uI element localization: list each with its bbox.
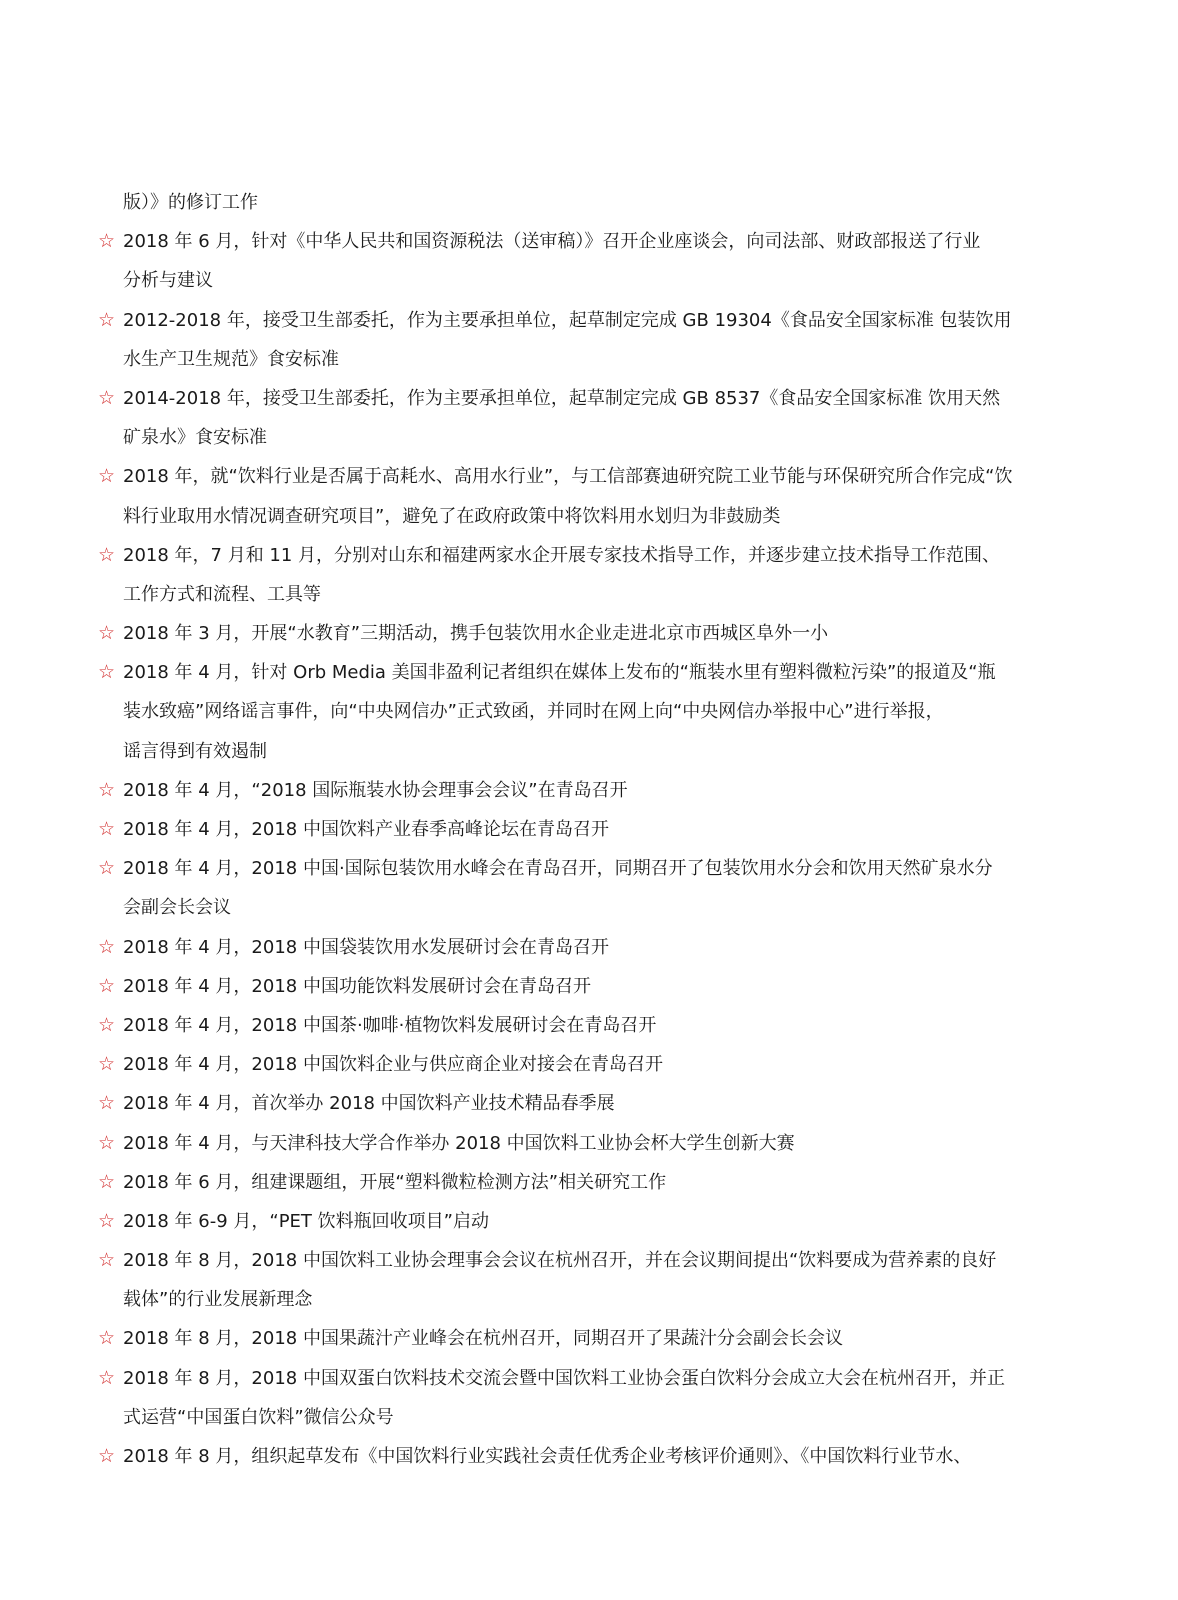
list-item — [98, 771, 1078, 810]
list-item — [98, 1319, 1078, 1358]
star-bullet-icon: ☆ — [98, 1249, 116, 1272]
list-item-continuation: 水生产卫生规范》食安标准 — [123, 348, 339, 370]
list-item-text: 2018 年 4 月，2018 中国茶·咖啡·植物饮料发展研讨会在青岛召开 — [123, 1014, 657, 1036]
list-item — [98, 1202, 1078, 1241]
list-item — [98, 222, 1078, 261]
list-item-continuation: 式运营“中国蛋白饮料”微信公众号 — [123, 1406, 394, 1428]
star-bullet-icon: ☆ — [98, 465, 116, 488]
list-item — [98, 1124, 1078, 1163]
list-item — [98, 1006, 1078, 1045]
continuation-line: 版）》的修订工作 — [123, 192, 258, 213]
star-bullet-icon: ☆ — [98, 230, 116, 253]
list-item — [98, 1437, 1078, 1476]
list-item-continuation: 会副会长会议 — [123, 897, 231, 919]
list-item-continuation: 谣言得到有效遏制 — [123, 740, 267, 762]
star-bullet-icon: ☆ — [98, 1053, 116, 1076]
list-item — [98, 653, 1078, 692]
list-item-continuation: 工作方式和流程、工具等 — [123, 583, 321, 605]
list-item-text: 2018 年 4 月，“2018 国际瓶装水协会理事会会议”在青岛召开 — [123, 779, 628, 801]
star-bullet-icon: ☆ — [98, 935, 116, 958]
list-item-continuation: 矿泉水》食安标准 — [123, 427, 267, 449]
list-item-text: 2018 年 4 月，2018 中国·国际包装饮用水峰会在青岛召开，同期召开了包装饮用水分会和饮用天然矿泉水分 — [123, 858, 993, 880]
star-bullet-icon: ☆ — [98, 1092, 116, 1115]
list-item — [98, 967, 1078, 1006]
star-bullet-icon: ☆ — [98, 622, 116, 645]
list-item — [98, 536, 1078, 575]
list-item-text: 2018 年 8 月，2018 中国果蔬汁产业峰会在杭州召开，同期召开了果蔬汁分会副会长会议 — [123, 1328, 843, 1350]
star-bullet-icon: ☆ — [98, 778, 116, 801]
list-item-text: 2018 年，7 月和 11 月，分别对山东和福建两家水企开展专家技术指导工作，并逐步建立技术指导工作范围、 — [123, 544, 1001, 566]
list-item — [98, 1084, 1078, 1123]
star-bullet-icon: ☆ — [98, 857, 116, 880]
list-item — [98, 810, 1078, 849]
star-bullet-icon: ☆ — [98, 1131, 116, 1154]
list-item-text: 2018 年 4 月，2018 中国袋装饮用水发展研讨会在青岛召开 — [123, 936, 609, 958]
star-bullet-icon: ☆ — [98, 308, 116, 331]
list-item-text: 2014-2018 年，接受卫生部委托，作为主要承担单位，起草制定完成 GB 8537《食品安全国家标准 饮用天然 — [123, 387, 1001, 409]
list-item-continuation: 分析与建议 — [123, 270, 213, 292]
list-item-continuation: 料行业取用水情况调查研究项目”，避免了在政府政策中将饮料用水划归为非鼓励类 — [123, 505, 781, 527]
star-bullet-icon: ☆ — [98, 818, 116, 840]
list-item — [98, 1163, 1078, 1202]
list-item — [98, 457, 1078, 496]
list-item — [98, 1241, 1078, 1280]
list-item-text: 2018 年 6 月，组建课题组，开展“塑料微粒检测方法”相关研究工作 — [123, 1171, 667, 1193]
list-item — [98, 928, 1078, 967]
star-bullet-icon: ☆ — [98, 543, 116, 566]
list-item-text: 2018 年 8 月，2018 中国饮料工业协会理事会会议在杭州召开，并在会议期间提出“饮料要成为营养素的良好 — [123, 1250, 997, 1272]
list-item-text: 2018 年 4 月，2018 中国饮料企业与供应商企业对接会在青岛召开 — [123, 1054, 663, 1076]
list-item-text: 2018 年 6 月，针对《中华人民共和国资源税法（送审稿）》召开企业座谈会，向司法部、财政部报送了行业 — [123, 231, 981, 253]
star-bullet-icon: ☆ — [98, 1366, 116, 1389]
list-item — [98, 1045, 1078, 1084]
list-item-text: 2018 年 4 月，首次举办 2018 中国饮料产业技术精品春季展 — [123, 1093, 615, 1115]
star-bullet-icon: ☆ — [98, 661, 116, 684]
star-bullet-icon: ☆ — [98, 974, 116, 997]
list-item-text: 2018 年 4 月，2018 中国功能饮料发展研讨会在青岛召开 — [123, 975, 591, 997]
list-item — [98, 849, 1078, 888]
list-item-text: 2018 年，就“饮料行业是否属于高耗水、高用水行业”，与工信部赛迪研究院工业节能与环保研究所合作完成“饮 — [123, 466, 1013, 488]
list-item-text: 2018 年 3 月，开展“水教育”三期活动，携手包装饮用水企业走进北京市西城区阜外一小 — [123, 623, 829, 645]
star-bullet-icon: ☆ — [98, 1170, 116, 1193]
list-item-text: 2018 年 4 月，与天津科技大学合作举办 2018 中国饮料工业协会杯大学生创新大赛 — [123, 1132, 795, 1154]
list-item — [98, 301, 1078, 340]
list-item — [98, 614, 1078, 653]
list-item-text: 2012-2018 年，接受卫生部委托，作为主要承担单位，起草制定完成 GB 19304《食品安全国家标准 包装饮用 — [123, 309, 1012, 331]
list-item-text: 2018 年 4 月，2018 中国饮料产业春季高峰论坛在青岛召开 — [123, 819, 609, 840]
list-item — [98, 1359, 1078, 1398]
event-list — [98, 183, 1078, 1476]
list-item-continuation: 载体”的行业发展新理念 — [123, 1289, 313, 1311]
list-item-text: 2018 年 4 月，针对 Orb Media 美国非盈利记者组织在媒体上发布的“瓶装水里有塑料微粒污染”的报道及“瓶 — [123, 662, 996, 684]
star-bullet-icon: ☆ — [98, 1209, 116, 1232]
star-bullet-icon: ☆ — [98, 1013, 116, 1036]
list-item-text: 2018 年 8 月，组织起草发布《中国饮料行业实践社会责任优秀企业考核评价通则》、《中国饮料行业节水、 — [123, 1446, 972, 1467]
list-item-continuation: 装水致癌”网络谣言事件，向“中央网信办”正式致函，并同时在网上向“中央网信办举报中心”进行举报， — [123, 701, 944, 723]
list-item-text: 2018 年 8 月，2018 中国双蛋白饮料技术交流会暨中国饮料工业协会蛋白饮料分会成立大会在杭州召开，并正 — [123, 1367, 1005, 1389]
star-bullet-icon: ☆ — [98, 386, 116, 409]
list-item-text: 2018 年 6-9 月，“PET 饮料瓶回收项目”启动 — [123, 1210, 489, 1232]
star-bullet-icon: ☆ — [98, 1445, 116, 1467]
star-bullet-icon: ☆ — [98, 1327, 116, 1350]
list-item — [98, 379, 1078, 418]
